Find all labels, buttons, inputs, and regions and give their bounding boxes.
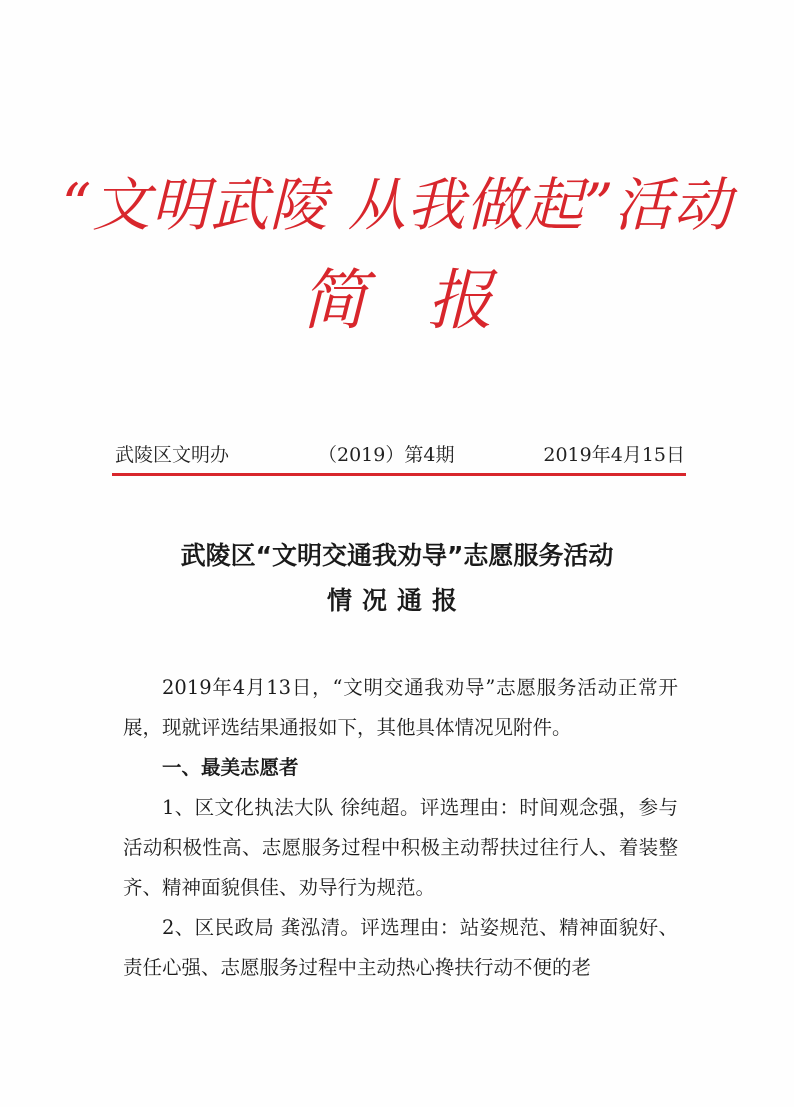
body-section-heading: [123, 748, 678, 788]
issue-line: [115, 442, 685, 468]
paragraph-item2: 2、区民政局 龚泓清。评选理由：站姿规范、精神面貌好、责任心强、志愿服务过程中主动热心搀扶行动不便的老: [123, 916, 678, 979]
section-heading: 一、最美志愿者: [162, 756, 299, 779]
document-title: 武陵区“文明交通我劝导”志愿服务活动: [180, 541, 614, 570]
body-paragraph-item2: [123, 908, 678, 988]
document-title-line2: 情况通报: [326, 586, 467, 615]
masthead-title: “文明武陵 从我做起”活动: [61, 171, 733, 239]
issue-date: 2019年4月15日: [543, 444, 685, 466]
body-paragraph-intro: [123, 668, 678, 748]
body-paragraph-item1: [123, 788, 678, 908]
paragraph-intro: 2019年4月13日，“文明交通我劝导”志愿服务活动正常开展，现就评选结果通报如下，其他具体情况见附件。: [123, 676, 678, 739]
paragraph-item1: 1、区文化执法大队 徐纯超。评选理由：时间观念强，参与活动积极性高、志愿服务过程中积极主动帮扶过往行人、着装整齐、精神面貌俱佳、劝导行为规范。: [123, 796, 678, 899]
masthead-subtitle: 简报: [301, 262, 553, 339]
issuing-office: 武陵区文明办: [115, 444, 230, 466]
red-divider: [112, 473, 686, 476]
issue-number: （2019）第4期: [318, 444, 455, 466]
